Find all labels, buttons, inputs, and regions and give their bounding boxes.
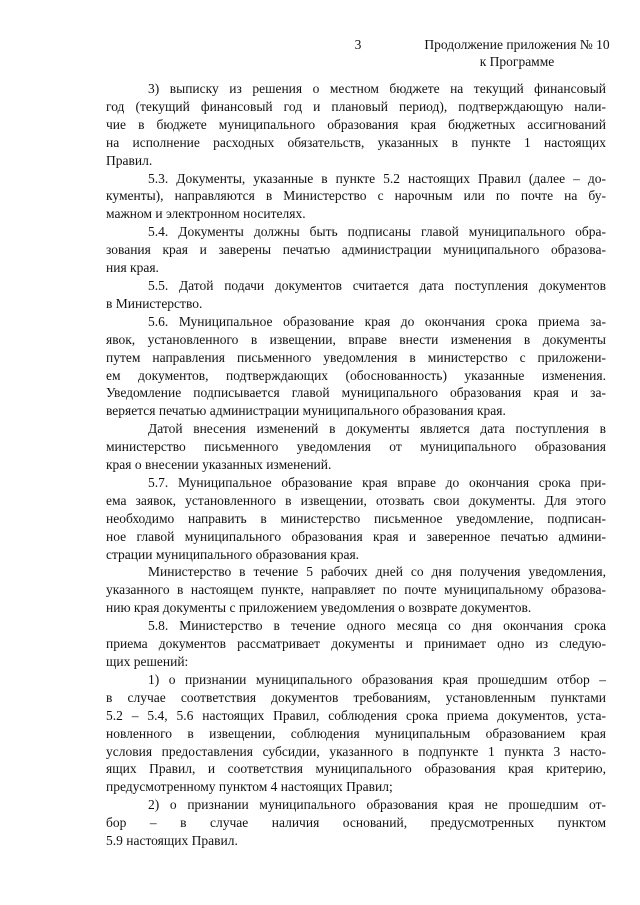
text-line: путем направления письменного уведомления в министерство с приложени- — [106, 349, 606, 365]
text-line: 5.9 настоящих Правил. — [106, 833, 238, 849]
text-line: 5.4. Документы должны быть подписаны главой муниципального обра- — [148, 224, 606, 240]
text-line: 5.5. Датой подачи документов считается дата поступления документов — [148, 277, 606, 293]
text-line: в Министерство. — [106, 295, 203, 311]
text-line: бор – в случае наличия оснований, предусмотренных пунктом — [106, 815, 606, 831]
text-line: 5.8. Министерство в течение одного месяца со дня окончания срока — [148, 618, 606, 634]
text-line: страции муниципального образования края. — [106, 546, 360, 562]
text-line: указанного в настоящем пункте, направляет по почте муниципальному образова- — [106, 582, 606, 598]
text-line: ящих Правил, и соответствия муниципального образования края критерию, — [106, 761, 606, 777]
text-line: нию края документы с приложением уведомления о возврате документов. — [106, 600, 532, 616]
text-line: 5.7. Муниципальное образование края вправе до окончания срока при- — [148, 474, 606, 490]
text-line: ное главой муниципального образования края и заверенное печатью админи- — [106, 528, 606, 544]
text-line: щих решений: — [106, 654, 189, 669]
text-line: 5.3. Документы, указанные в пункте 5.2 настоящих Правил (далее – до- — [148, 170, 606, 186]
text-line: условия предоставления субсидии, указанного в подпункте 1 пункта 3 насто- — [106, 743, 606, 759]
page-number: 3 — [354, 37, 362, 52]
document-body — [106, 80, 606, 850]
text-line: в случае соответствия документов требованиям, установленным пунктами — [106, 689, 606, 705]
text-line: Уведомление подписывается главой муниципального образования края и за- — [106, 385, 606, 401]
text-line: 1) о признании муниципального образования края прошедшим отбор – — [148, 671, 606, 687]
appendix-note — [412, 36, 622, 70]
text-line: на исполнение расходных обязательств, указанных в пункте 1 настоящих — [106, 134, 606, 150]
text-line: 2) о признании муниципального образования края не прошедшим от- — [148, 797, 606, 813]
text-line: приема документов рассматривает документы и принимает одно из следую- — [106, 636, 606, 652]
text-line: 5.2 – 5.4, 5.6 настоящих Правил, соблюдения срока приема документов, уста- — [106, 707, 606, 723]
text-line: кументы), направляются в Министерство с нарочным или по почте на бу- — [106, 188, 606, 204]
text-line: зования края и заверены печатью администрации муниципального образова- — [106, 242, 606, 258]
text-line: новленного в извещении, соблюдения муниципальным образованием края — [106, 725, 606, 741]
text-line: министерство письменного уведомления от муниципального образования — [106, 439, 606, 455]
text-line: 5.6. Муниципальное образование края до окончания срока приема за- — [148, 313, 606, 329]
text-line: явок, установленного в извещении, вправе внести изменения в документы — [106, 331, 606, 347]
appendix-note-line: к Программе — [479, 54, 555, 69]
text-line: чие в бюджете муниципального образования края бюджетных ассигнований — [106, 116, 606, 132]
text-line: Правил. — [106, 152, 153, 168]
appendix-note-line: Продолжение приложения № 10 — [424, 37, 610, 52]
text-line: края о внесении указанных изменений. — [106, 457, 332, 473]
text-line: 3) выписку из решения о местном бюджете на текущий финансовый — [148, 81, 606, 96]
text-line: год (текущий финансовый год и плановый период), подтверждающую нали- — [106, 98, 606, 114]
text-line: ем документов, подтверждающих (обоснованность) указанные изменения. — [106, 367, 606, 383]
text-line: предусмотренному пунктом 4 настоящих Правил; — [106, 779, 393, 795]
text-line: мажном и электронном носителях. — [106, 206, 306, 222]
text-line: веряется печатью администрации муниципального образования края. — [106, 403, 506, 419]
text-line: ема заявок, установленного в извещении, отозвать свои документы. Для этого — [106, 492, 606, 508]
text-line: ния края. — [106, 260, 159, 276]
text-line: необходимо направить в министерство письменное уведомление, подписан- — [106, 510, 606, 526]
text-line: Датой внесения изменений в документы является дата поступления в — [148, 421, 606, 437]
text-line: Министерство в течение 5 рабочих дней со дня получения уведомления, — [148, 564, 606, 580]
